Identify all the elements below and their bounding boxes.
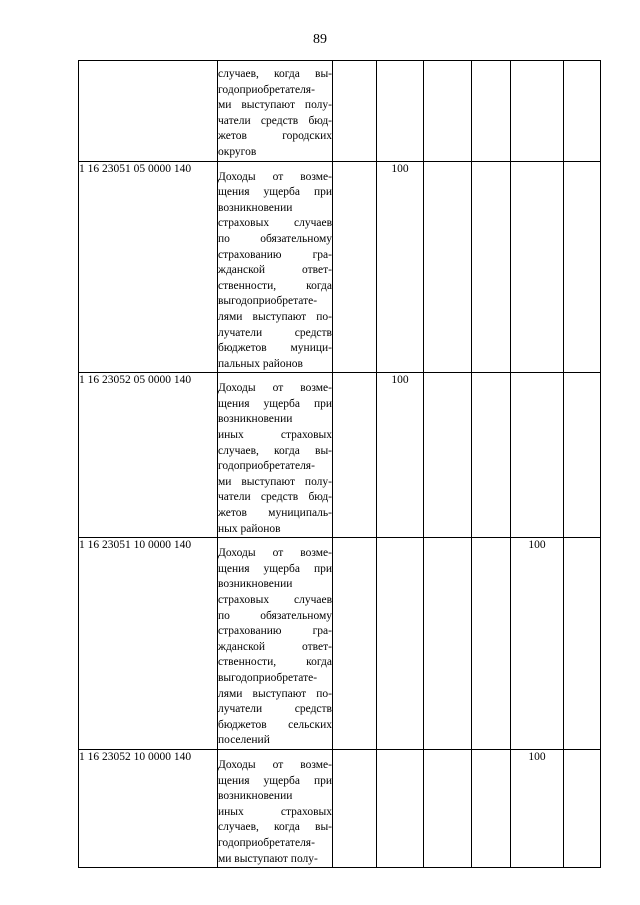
revenue-name-line: возникновении (218, 201, 293, 214)
revenue-name-cell (218, 538, 333, 750)
page-number: 89 (313, 32, 327, 47)
budget-code-cell: 1 16 23052 10 0000 140 (79, 749, 218, 867)
revenue-name-line: жданской ответ- (218, 640, 332, 653)
normative-value-cell (424, 373, 472, 538)
normative-value-cell (424, 749, 472, 867)
revenue-name-line: щения ущерба при (218, 562, 332, 575)
normative-value-cell: 100 (377, 373, 424, 538)
revenue-name-line: жетов муниципаль- (218, 507, 332, 520)
budget-code-cell (79, 61, 218, 162)
revenue-name-line: округов (218, 145, 257, 158)
revenue-name-line: возникновении (218, 413, 293, 426)
revenue-name-cell (218, 749, 333, 867)
normative-value-cell (333, 538, 377, 750)
normative-value-cell (564, 538, 601, 750)
normative-value-cell (333, 161, 377, 373)
revenue-name-line: лучатели средств (218, 703, 332, 716)
revenue-name-line: поселений (218, 734, 270, 747)
table-row (79, 161, 601, 373)
normative-value-cell (424, 161, 472, 373)
revenue-name-line: чатели средств бюд- (218, 114, 332, 127)
normative-value-cell (472, 749, 511, 867)
revenue-name-line: щения ущерба при (218, 397, 332, 410)
normative-value-cell (511, 161, 564, 373)
normative-value-cell (424, 538, 472, 750)
normative-value-cell (564, 373, 601, 538)
revenue-name-line: страхованию гра- (218, 248, 332, 261)
revenue-name-line: бюджетов муници- (218, 342, 332, 355)
revenue-name-line: лучатели средств (218, 326, 332, 339)
revenue-name-line: случаев, когда вы- (218, 68, 332, 80)
revenue-name-line: лями выступают по- (218, 310, 332, 323)
revenue-name-line: по обязательному (218, 232, 332, 245)
normative-value-cell (564, 749, 601, 867)
normative-value-cell (472, 161, 511, 373)
revenue-name-line: случаев, когда вы- (218, 444, 332, 457)
revenue-name-cell (218, 61, 333, 162)
revenue-name-line: ми выступают полу- (218, 852, 318, 865)
normative-value-cell (424, 61, 472, 162)
revenue-name-line: щения ущерба при (218, 186, 332, 199)
normative-value-cell (511, 373, 564, 538)
normative-value-cell: 100 (511, 538, 564, 750)
budget-code-cell: 1 16 23051 10 0000 140 (79, 538, 218, 750)
normative-value-cell (511, 61, 564, 162)
normative-value-cell: 100 (511, 749, 564, 867)
table-row (79, 749, 601, 867)
revenue-name-line: жданской ответ- (218, 264, 332, 277)
revenue-name-line: Доходы от возме- (218, 547, 332, 560)
revenue-name-line: по обязательному (218, 609, 332, 622)
revenue-name-line: ми выступают полу- (218, 475, 332, 488)
revenue-name-line: чатели средств бюд- (218, 491, 332, 504)
normative-value-cell (564, 161, 601, 373)
revenue-name-line: жетов городских (218, 130, 332, 143)
revenue-name-line: годоприобретателя- (218, 460, 315, 473)
revenue-name-cell (218, 373, 333, 538)
normative-value-cell (564, 61, 601, 162)
revenue-name-cell (218, 161, 333, 373)
revenue-name-line: страховых случаев (218, 217, 332, 230)
normative-value-cell (377, 538, 424, 750)
normative-value-cell (377, 749, 424, 867)
revenue-name-line: ственности, когда (218, 656, 332, 669)
revenue-name-line: бюджетов сельских (218, 718, 332, 731)
normative-value-cell (333, 749, 377, 867)
revenue-name-line: иных страховых (218, 429, 332, 442)
revenue-name-line: ми выступают полу- (218, 99, 332, 112)
revenue-name-line: пальных районов (218, 357, 303, 370)
table-row (79, 61, 601, 162)
revenue-name-line: Доходы от возме- (218, 170, 332, 183)
revenue-name-line: возникновении (218, 790, 293, 803)
revenue-table (78, 60, 601, 868)
revenue-name-line: ственности, когда (218, 279, 332, 292)
table-row (79, 538, 601, 750)
revenue-name-line: страховых случаев (218, 594, 332, 606)
revenue-name-line: лями выступают по- (218, 687, 332, 700)
revenue-name-line: случаев, когда вы- (218, 821, 332, 834)
revenue-name-line: выгодоприобретате- (218, 295, 318, 308)
revenue-name-line: страхованию гра- (218, 625, 332, 638)
normative-value-cell (377, 61, 424, 162)
revenue-name-line: годоприобретателя- (218, 83, 315, 96)
revenue-name-line: годоприобретателя- (218, 836, 315, 849)
normative-value-cell: 100 (377, 161, 424, 373)
table-row (79, 373, 601, 538)
budget-code-cell: 1 16 23052 05 0000 140 (79, 373, 218, 538)
normative-value-cell (472, 61, 511, 162)
revenue-name-line: Доходы от возме- (218, 382, 332, 395)
revenue-name-line: ных районов (218, 522, 281, 535)
normative-value-cell (333, 373, 377, 538)
revenue-name-line: иных страховых (218, 805, 332, 818)
normative-value-cell (472, 538, 511, 750)
normative-value-cell (472, 373, 511, 538)
revenue-name-line: возникновении (218, 578, 293, 591)
revenue-name-line: Доходы от возме- (218, 758, 332, 771)
revenue-name-line: выгодоприобретате- (218, 671, 318, 684)
budget-code-cell: 1 16 23051 05 0000 140 (79, 161, 218, 373)
normative-value-cell (333, 61, 377, 162)
revenue-name-line: щения ущерба при (218, 774, 332, 787)
